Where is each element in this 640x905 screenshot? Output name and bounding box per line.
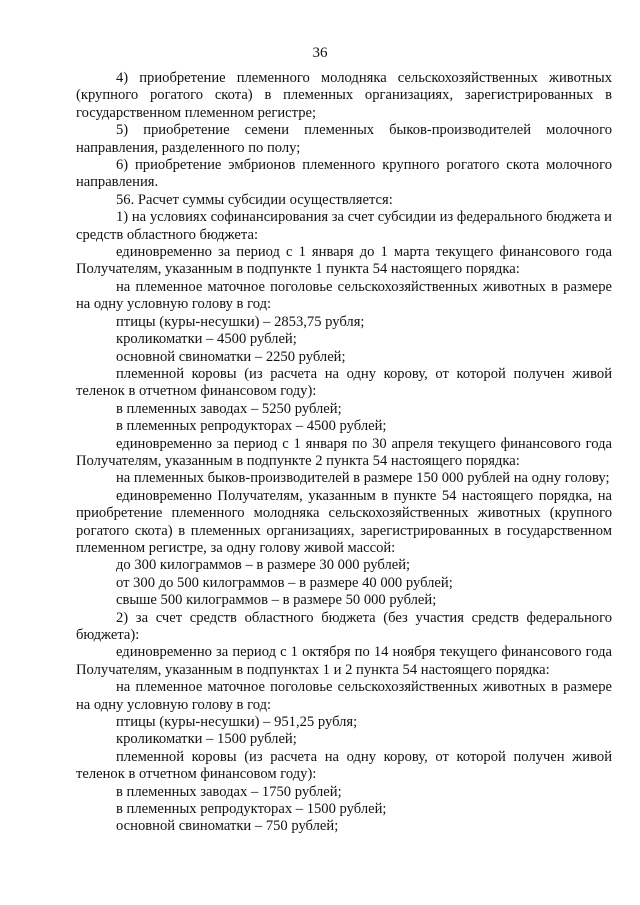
paragraph-sow-rate: основной свиноматки – 2250 рублей; xyxy=(116,348,346,365)
paragraph-reproducers-rate-2: в племенных репродукторах – 1500 рублей; xyxy=(116,801,387,818)
paragraph-period-jan-mar: единовременно за период с 1 января до 1 марта текущего финансового года Получателям, указанным в подпункте 1 пункта 54 настоящего порядка: xyxy=(76,244,612,278)
paragraph-cow-rate-2: племенной коровы (из расчета на одну корову, от которой получен живой теленок в отчетном финансовом году): xyxy=(76,748,612,783)
paragraph-bulls-rate: на племенных быков-производителей в размере 150 000 рублей на одну голову; xyxy=(116,470,610,487)
paragraph-56-heading: 56. Расчет суммы субсидии осуществляется: xyxy=(116,191,393,208)
paragraph-breeding-farms-rate-2: в племенных заводах – 1750 рублей; xyxy=(116,783,342,800)
paragraph-period-jan-apr: единовременно за период с 1 января по 30 апреля текущего финансового года Получателям, указанным в подпункте 2 пункта 54 настоящего порядка: xyxy=(76,435,612,469)
paragraph-poultry-rate: птицы (куры-несушки) – 2853,75 рубля; xyxy=(116,313,365,330)
paragraph-cow-rate: племенной коровы (из расчета на одну корову, от которой получен живой теленок в отчетном финансовом году): xyxy=(76,365,612,400)
paragraph-period-oct-nov: единовременно за период с 1 октября по 14 ноября текущего финансового года Получателям, указанным в подпунктах 1 и 2 пункта 54 настоящего порядка: xyxy=(76,644,612,678)
paragraph-reproducers-rate: в племенных репродукторах – 4500 рублей; xyxy=(116,418,387,435)
paragraph-rabbit-rate-2: кроликоматки – 1500 рублей; xyxy=(116,731,297,748)
paragraph-subitem-2: 2) за счет средств областного бюджета (без участия средств федерального бюджета): xyxy=(76,609,612,643)
paragraph-rabbit-rate: кроликоматки – 4500 рублей; xyxy=(116,331,297,348)
paragraph-weight-up-to-300: до 300 килограммов – в размере 30 000 рублей; xyxy=(116,557,411,574)
document-body xyxy=(76,70,612,836)
paragraph-item-4: 4) приобретение племенного молодняка сельскохозяйственных животных (крупного рогатого скота) в племенных организациях, зарегистрированных в государственном племенном регистре; xyxy=(76,70,612,121)
paragraph-livestock-rate: на племенное маточное поголовье сельскохозяйственных животных в размере на одну условную голову в год: xyxy=(76,278,612,313)
paragraph-livestock-rate-2: на племенное маточное поголовье сельскохозяйственных животных в размере на одну условную голову в год: xyxy=(76,679,612,713)
paragraph-weight-over-500: свыше 500 килограммов – в размере 50 000 рублей; xyxy=(116,592,437,609)
paragraph-item-6: 6) приобретение эмбрионов племенного крупного рогатого скота молочного направления. xyxy=(76,157,612,191)
paragraph-subitem-1: 1) на условиях софинансирования за счет субсидии из федерального бюджета и средств областного бюджета: xyxy=(76,209,612,243)
paragraph-poultry-rate-2: птицы (куры-несушки) – 951,25 рубля; xyxy=(116,714,358,731)
paragraph-weight-300-500: от 300 до 500 килограммов – в размере 40 000 рублей; xyxy=(116,574,453,591)
paragraph-breeding-farms-rate: в племенных заводах – 5250 рублей; xyxy=(116,400,342,417)
page-number: 36 xyxy=(312,45,328,61)
paragraph-sow-rate-2: основной свиноматки – 750 рублей; xyxy=(116,818,339,835)
paragraph-item-5: 5) приобретение семени племенных быков-производителей молочного направления, разделенного по полу; xyxy=(76,122,612,156)
paragraph-young-stock: единовременно Получателям, указанным в пункте 54 настоящего порядка, на приобретение племенного молодняка сельскохозяйственных животных (крупного рогатого скота) в племенных организациях, зарегистрированных в государственном племенном регистре, за одну голову живой массой: xyxy=(76,487,612,556)
